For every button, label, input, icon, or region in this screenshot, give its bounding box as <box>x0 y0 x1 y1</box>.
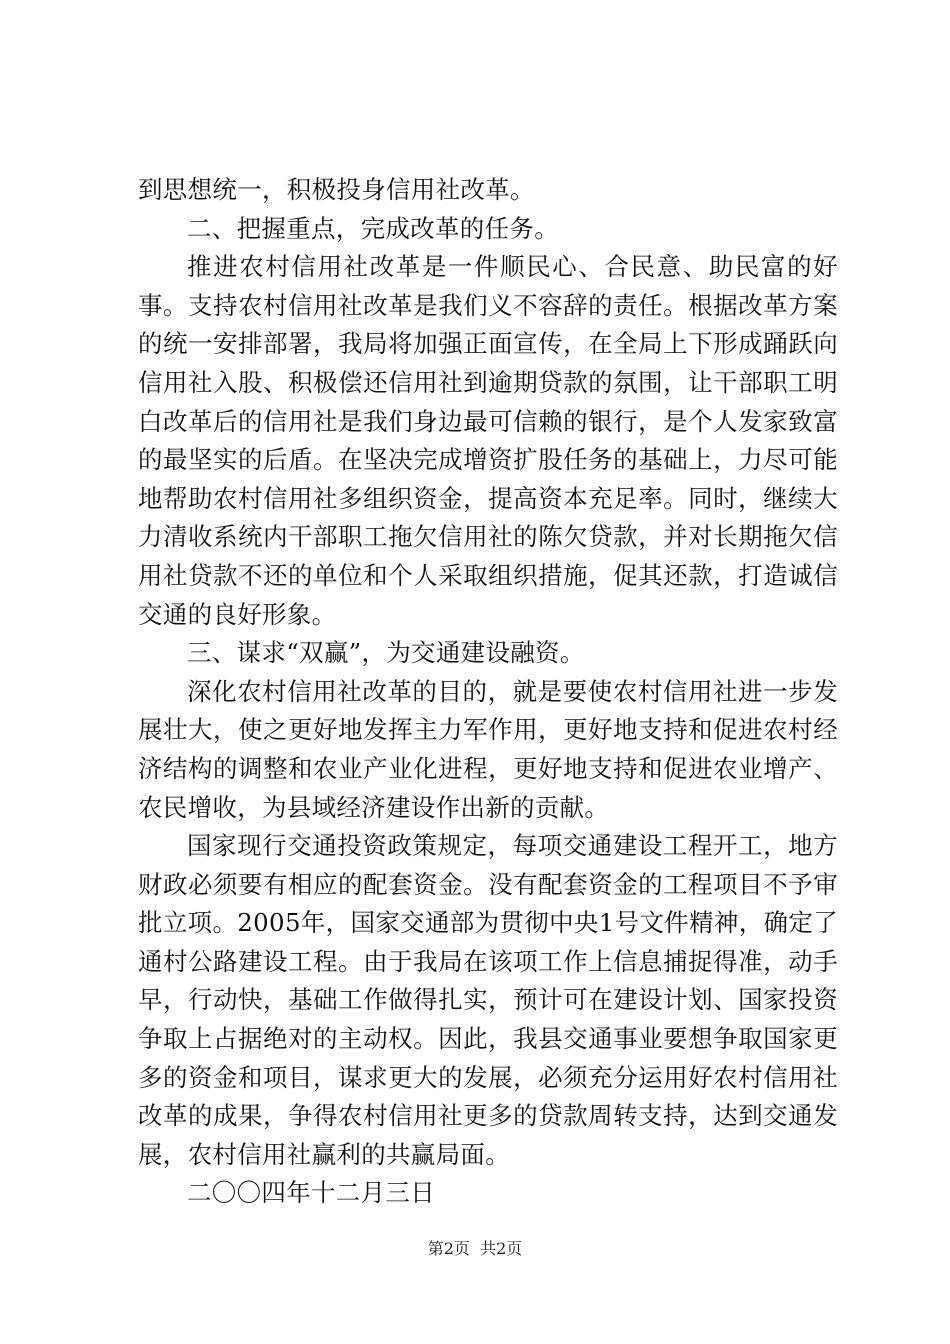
section-heading-3: 三、谋求“双赢”，为交通建设融资。 <box>187 638 585 668</box>
document-body <box>138 171 838 1213</box>
page-number-label: 第2页 共2页 <box>427 1239 523 1258</box>
paragraph-reform-purpose: 深化农村信用社改革的目的，就是要使农村信用社进一步发展壮大，使之更好地发挥主力军作用，更好地支持和促进农村经济结构的调整和农业产业化进程，更好地支持和促进农业增产、农民增收，为县域经济建设作出新的贡献。 <box>138 676 838 822</box>
paragraph-reform-tasks: 推进农村信用社改革是一件顺民心、合民意、助民富的好事。支持农村信用社改革是我们义不容辞的责任。根据改革方案的统一安排部署，我局将加强正面宣传，在全局上下形成踊跃向信用社入股、积极偿还信用社到逾期贷款的氛围，让干部职工明白改革后的信用社是我们身边最可信赖的银行，是个人发家致富的最坚实的后盾。在坚决完成增资扩股任务的基础上，力尽可能地帮助农村信用社多组织资金，提高资本充足率。同时，继续大力清收系统内干部职工拖欠信用社的陈欠贷款，并对长期拖欠信用社贷款不还的单位和个人采取组织措施，促其还款，打造诚信交通的良好形象。 <box>138 252 838 629</box>
page-footer <box>0 1239 950 1259</box>
paragraph-continuation: 到思想统一，积极投身信用社改革。 <box>138 175 535 204</box>
section-heading-2: 二、把握重点，完成改革的任务。 <box>187 213 559 243</box>
paragraph-investment-policy: 国家现行交通投资政策规定，每项交通建设工程开工，地方财政必须要有相应的配套资金。没有配套资金的工程项目不予审批立项。2005年，国家交通部为贯彻中央1号文件精神，确定了通村公路建设工程。由于我局在该项工作上信息捕捉得准，动手早，行动快，基础工作做得扎实，预计可在建设计划、国家投资争取上占据绝对的主动权。因此，我县交通事业要想争取国家更多的资金和项目，谋求更大的发展，必须充分运用好农村信用社改革的成果，争得农村信用社更多的贷款周转支持，达到交通发展，农村信用社赢利的共赢局面。 <box>138 831 838 1169</box>
document-date: 二〇〇四年十二月三日 <box>187 1178 435 1208</box>
